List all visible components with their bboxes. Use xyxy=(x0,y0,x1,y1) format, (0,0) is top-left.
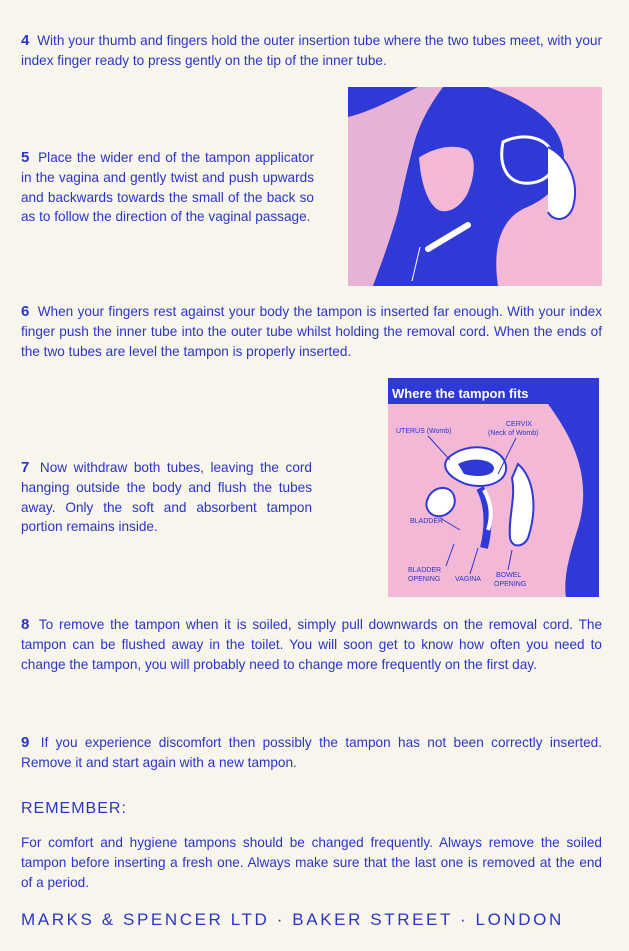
step-text: To remove the tampon when it is soiled, simply pull downwards on the removal cord. The tampon can be flushed away in the toilet. You will soon get to know how often you need to change the tampon, you will probably need to change more frequently on the first day. xyxy=(21,617,602,672)
anatomy-diagram xyxy=(388,378,599,597)
step-number: 5 xyxy=(21,149,30,166)
label-bowel-opening-2: OPENING xyxy=(494,581,527,588)
step-5 xyxy=(21,148,314,227)
step-number: 4 xyxy=(21,32,30,49)
step-text: Now withdraw both tubes, leaving the cord hanging outside the body and flush the tubes away. Only the soft and absorbent tampon portion remains inside. xyxy=(21,460,312,535)
label-vagina: VAGINA xyxy=(455,576,481,583)
step-6 xyxy=(21,302,602,361)
insertion-illustration xyxy=(348,87,602,286)
step-text: Place the wider end of the tampon applicator in the vagina and gently twist and push upwards and backwards towards the small of the back so as to follow the direction of the vaginal passage. xyxy=(21,150,314,225)
label-bowel-opening-1: BOWEL xyxy=(496,572,522,579)
label-cervix: CERVIX xyxy=(506,421,532,428)
step-number: 7 xyxy=(21,459,30,476)
step-text: With your thumb and fingers hold the outer insertion tube where the two tubes meet, with your index finger ready to press gently on the tip of the inner tube. xyxy=(21,33,602,68)
footer-company: MARKS & SPENCER LTD · BAKER STREET · LONDON xyxy=(21,910,564,929)
label-bladder-opening-1: BLADDER xyxy=(408,567,442,574)
step-text: When your fingers rest against your body the tampon is inserted far enough. With your index finger push the inner tube into the outer tube whilst holding the removal cord. When the ends of the two tubes are level the tampon is properly inserted. xyxy=(21,304,602,359)
step-text: If you experience discomfort then possibly the tampon has not been correctly inserted. Remove it and start again with a new tampon. xyxy=(21,735,602,770)
step-number: 9 xyxy=(21,734,30,751)
step-9 xyxy=(21,733,602,773)
label-bladder: BLADDER xyxy=(410,518,444,525)
label-cervix-sub: (Neck of Womb) xyxy=(488,430,539,437)
diagram-title: Where the tampon fits xyxy=(392,386,529,401)
step-number: 8 xyxy=(21,616,30,633)
step-4 xyxy=(21,31,602,71)
step-7 xyxy=(21,458,312,537)
label-bladder-opening-2: OPENING xyxy=(408,576,441,583)
remember-heading: REMEMBER: xyxy=(21,800,127,817)
step-number: 6 xyxy=(21,303,30,320)
step-8 xyxy=(21,615,602,674)
label-uterus: UTERUS (Womb) xyxy=(396,428,452,435)
remember-text: For comfort and hygiene tampons should be changed frequently. Always remove the soiled tampon before inserting a fresh one. Always make sure that the last one is removed at the end of a period. xyxy=(21,835,602,890)
